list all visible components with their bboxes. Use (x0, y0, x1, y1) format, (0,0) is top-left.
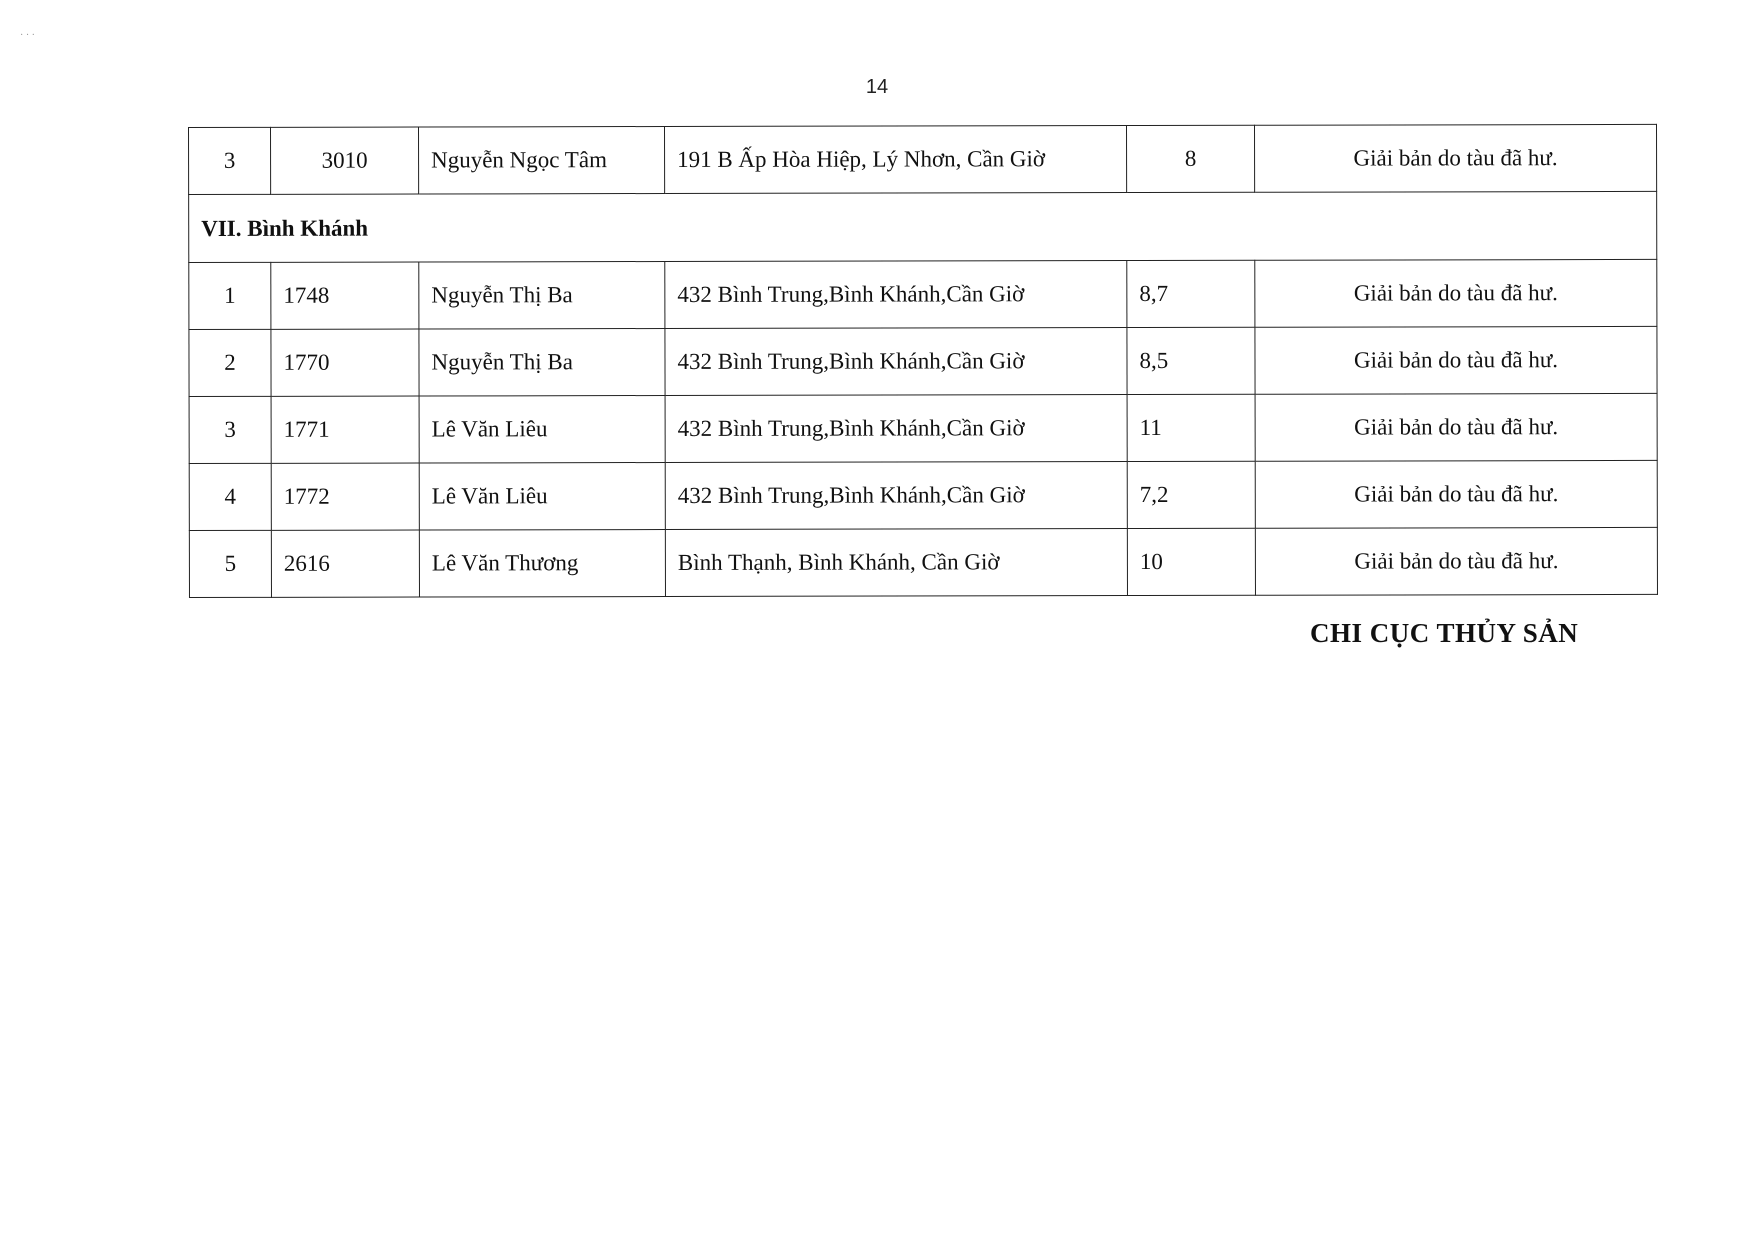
cell-note: Giải bản do tàu đã hư. (1255, 393, 1657, 461)
table-row (189, 259, 1657, 329)
cell-length: 11 (1127, 394, 1255, 461)
cell-length: 7,2 (1127, 461, 1255, 528)
cell-length: 8 (1126, 125, 1254, 192)
cell-owner: Lê Văn Thương (419, 530, 665, 598)
table-row (189, 527, 1657, 597)
cell-address: 191 B Ấp Hòa Hiệp, Lý Nhơn, Cần Giờ (665, 126, 1127, 194)
cell-stt: 3 (189, 396, 271, 463)
table-row (189, 460, 1657, 530)
cell-owner: Lê Văn Liêu (419, 396, 665, 464)
vessel-table (188, 124, 1658, 598)
cell-length: 8,5 (1127, 327, 1255, 394)
cell-owner: Nguyễn Ngọc Tâm (419, 127, 665, 195)
page-number: 14 (865, 76, 889, 98)
cell-length: 8,7 (1127, 260, 1255, 327)
cell-address: 432 Bình Trung,Bình Khánh,Cần Giờ (665, 261, 1127, 329)
cell-reg-no: 2616 (271, 530, 419, 597)
cell-reg-no: 1748 (271, 262, 419, 329)
scan-artifact: · · · (20, 30, 35, 41)
cell-stt: 1 (189, 262, 271, 329)
section-header-row (189, 191, 1657, 262)
cell-stt: 2 (189, 329, 271, 396)
signature-org: CHI CỤC THỦY SẢN (1310, 618, 1579, 648)
table-row (189, 124, 1657, 194)
cell-address: 432 Bình Trung,Bình Khánh,Cần Giờ (665, 462, 1127, 530)
cell-reg-no: 1770 (271, 329, 419, 396)
cell-address: 432 Bình Trung,Bình Khánh,Cần Giờ (665, 395, 1127, 463)
cell-stt: 3 (189, 127, 271, 194)
cell-address: Bình Thạnh, Bình Khánh, Cần Giờ (665, 529, 1127, 597)
cell-stt: 4 (189, 463, 271, 530)
cell-reg-no: 1771 (271, 396, 419, 463)
cell-owner: Nguyễn Thị Ba (419, 262, 665, 330)
table-row (189, 326, 1657, 396)
cell-owner: Nguyễn Thị Ba (419, 329, 665, 397)
cell-note: Giải bản do tàu đã hư. (1255, 527, 1657, 595)
cell-stt: 5 (189, 530, 271, 597)
cell-length: 10 (1127, 528, 1255, 595)
cell-address: 432 Bình Trung,Bình Khánh,Cần Giờ (665, 328, 1127, 396)
table-row (189, 393, 1657, 463)
cell-reg-no: 1772 (271, 463, 419, 530)
cell-note: Giải bản do tàu đã hư. (1254, 124, 1656, 192)
cell-note: Giải bản do tàu đã hư. (1255, 460, 1657, 528)
cell-reg-no: 3010 (271, 127, 419, 194)
cell-note: Giải bản do tàu đã hư. (1255, 259, 1657, 327)
cell-owner: Lê Văn Liêu (419, 463, 665, 531)
section-title: VII. Bình Khánh (189, 191, 1657, 262)
cell-note: Giải bản do tàu đã hư. (1255, 326, 1657, 394)
